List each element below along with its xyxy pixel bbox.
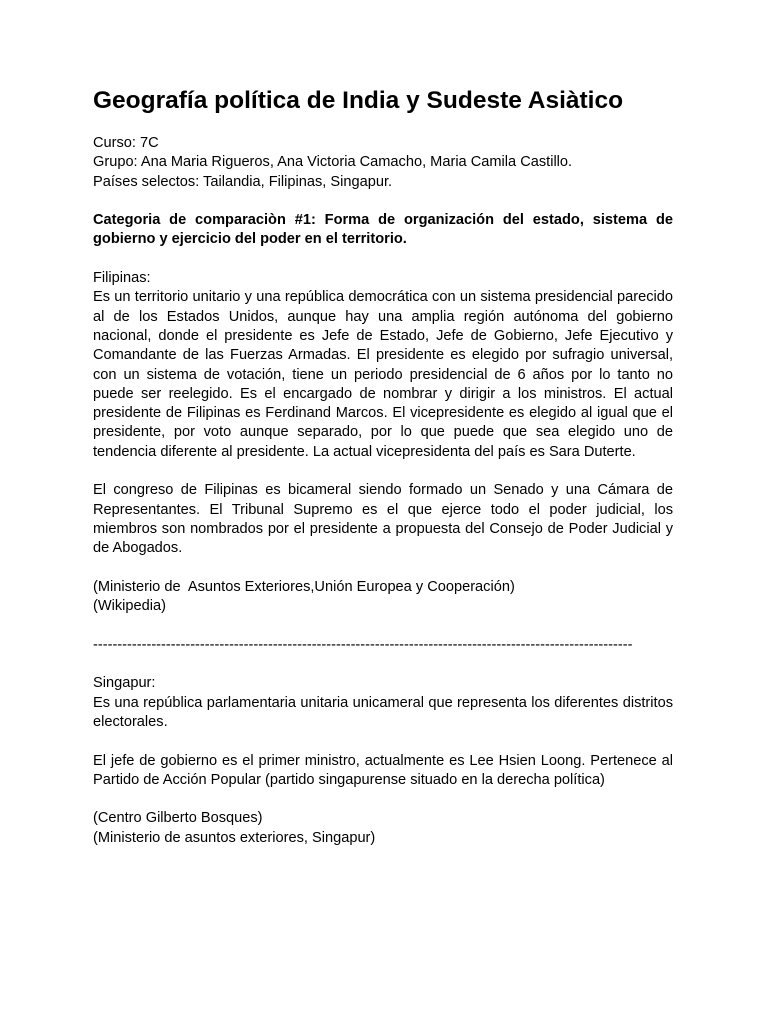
spacer	[93, 462, 673, 481]
spacer	[93, 790, 673, 809]
singapur-source-2: (Ministerio de asuntos exteriores, Singapur)	[93, 829, 376, 846]
singapur-paragraph-2: El jefe de gobierno es el primer ministro, actualmente es Lee Hsien Loong. Pertenece al Partido de Acción Popular (partido singapurense situado en la derecha política)	[93, 752, 673, 788]
meta-grupo: Grupo: Ana Maria Rigueros, Ana Victoria Camacho, Maria Camila Castillo.	[93, 154, 573, 171]
filipinas-paragraph-1: Es un territorio unitario y una república democrática con un sistema presidencial parecido al de los Estados Unidos, aunque hay una amplia región autónoma del gobierno nacional, donde el presidente es Jefe de Estado, Jefe de Gobierno, Jefe Ejecutivo y Comandante de las Fuerzas Armadas. El presidente es elegido por sufragio universal, con un sistema de votación, tiene un periodo presidencial de 6 años por lo tanto no puede ser reelegido. Es el encargado de nombrar y dirigir a los ministros. El actual presidente de Filipinas es Ferdinand Marcos. El vicepresidente es elegido al igual que el presidente, por voto aunque separado, por lo que puede que sea elegido uno de tendencia diferente al presidente. La actual vicepresidenta del país es Sara Duterte.	[93, 289, 673, 460]
meta-block	[93, 134, 673, 192]
singapur-source-1: (Centro Gilberto Bosques)	[93, 810, 263, 827]
document-title: Geografía política de India y Sudeste Asiàtico	[93, 87, 624, 114]
spacer	[93, 192, 673, 211]
spacer	[93, 732, 673, 751]
filipinas-paragraph-2: El congreso de Filipinas es bicameral siendo formado un Senado y una Cámara de Representantes. El Tribunal Supremo es el que ejerce todo el poder judicial, los miembros son nombrados por el presidente a propuesta del Consejo de Poder Judicial y de Abogados.	[93, 482, 673, 557]
category-heading: Categoria de comparaciòn #1: Forma de organización del estado, sistema de gobierno y ejercicio del poder en el territorio.	[93, 212, 673, 248]
filipinas-source-2: (Wikipedia)	[93, 598, 166, 615]
spacer	[93, 655, 673, 674]
singapur-label: Singapur:	[93, 675, 156, 692]
spacer	[93, 559, 673, 578]
section-separator: ---------------------------------------------------------------------------------------------------------------	[93, 636, 633, 653]
meta-curso: Curso: 7C	[93, 135, 159, 151]
meta-paises: Países selectos: Tailandia, Filipinas, Singapur.	[93, 173, 393, 190]
spacer	[93, 250, 673, 269]
document-content	[93, 85, 673, 848]
spacer	[93, 616, 673, 635]
singapur-paragraph-1: Es una república parlamentaria unitaria unicameral que representa los diferentes distritos electorales.	[93, 694, 673, 730]
filipinas-label: Filipinas:	[93, 270, 151, 287]
filipinas-source-1: (Ministerio de Asuntos Exteriores,Unión Europea y Cooperación)	[93, 578, 515, 595]
